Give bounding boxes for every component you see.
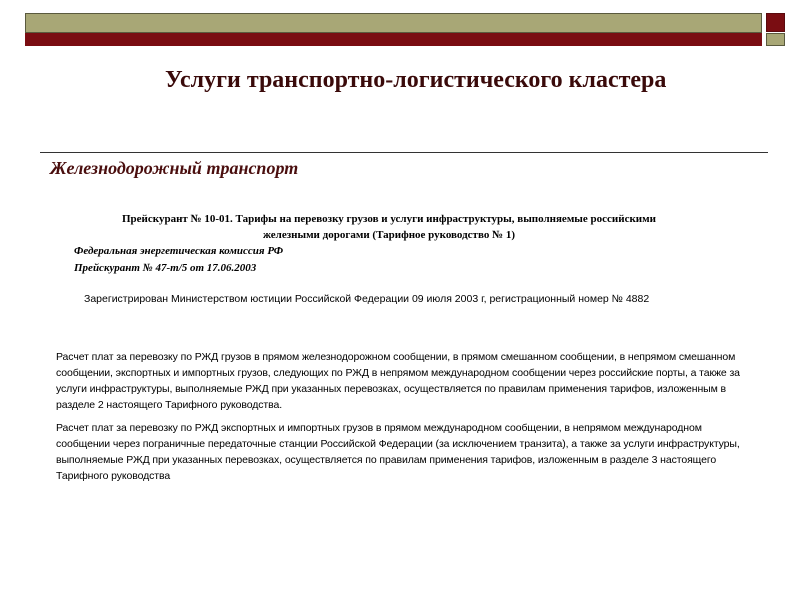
commission-block	[74, 243, 283, 277]
section-subtitle: Железнодорожный транспорт	[50, 158, 299, 178]
paragraph-section-2: Расчет плат за перевозку по РЖД грузов в прямом железнодорожном сообщении, в прямом смешанном сообщении, в непрямом смешанном сообщении, экспортных и импортных грузов, следующих по РЖД в непрямом международном сообщении через российские порты, а также за услуги инфраструктуры, выполняемые РЖД при указанных перевозках, осуществляется по правилам применения тарифов, изложенным в разделе 2 настоящего Тарифного руководства.	[56, 351, 740, 411]
header-square-olive	[766, 33, 785, 46]
header-bar-maroon	[25, 33, 762, 46]
registration-note: Зарегистрирован Министерством юстиции Российской Федерации 09 июля 2003 г, регистрационный номер № 4882	[84, 293, 650, 305]
price-list-title: Прейскурант № 10-01. Тарифы на перевозку грузов и услуги инфраструктуры, выполняемые российскими железными дорогами (Тарифное руководство № 1)	[122, 213, 656, 241]
header-bar-olive	[25, 13, 762, 33]
divider-line	[40, 152, 768, 153]
slide-title: Услуги транспортно-логистического кластера	[165, 67, 667, 93]
header-square-maroon	[766, 13, 785, 32]
paragraph-section-3: Расчет плат за перевозку по РЖД экспортных и импортных грузов в прямом международном сообщении, в непрямом международном сообщении через пограничные передаточные станции Российской Федерации (за исключением транзита), а также за услуги инфраструктуры, выполняемые РЖД при указанных перевозках, осуществляется по правилам применения тарифов, изложенным в разделе 3 настоящего Тарифного руководства	[56, 422, 740, 482]
price-list-reference: Прейскурант № 47-т/5 от 17.06.2003	[74, 262, 257, 274]
commission-line: Федеральная энергетическая комиссия РФ	[74, 245, 284, 257]
